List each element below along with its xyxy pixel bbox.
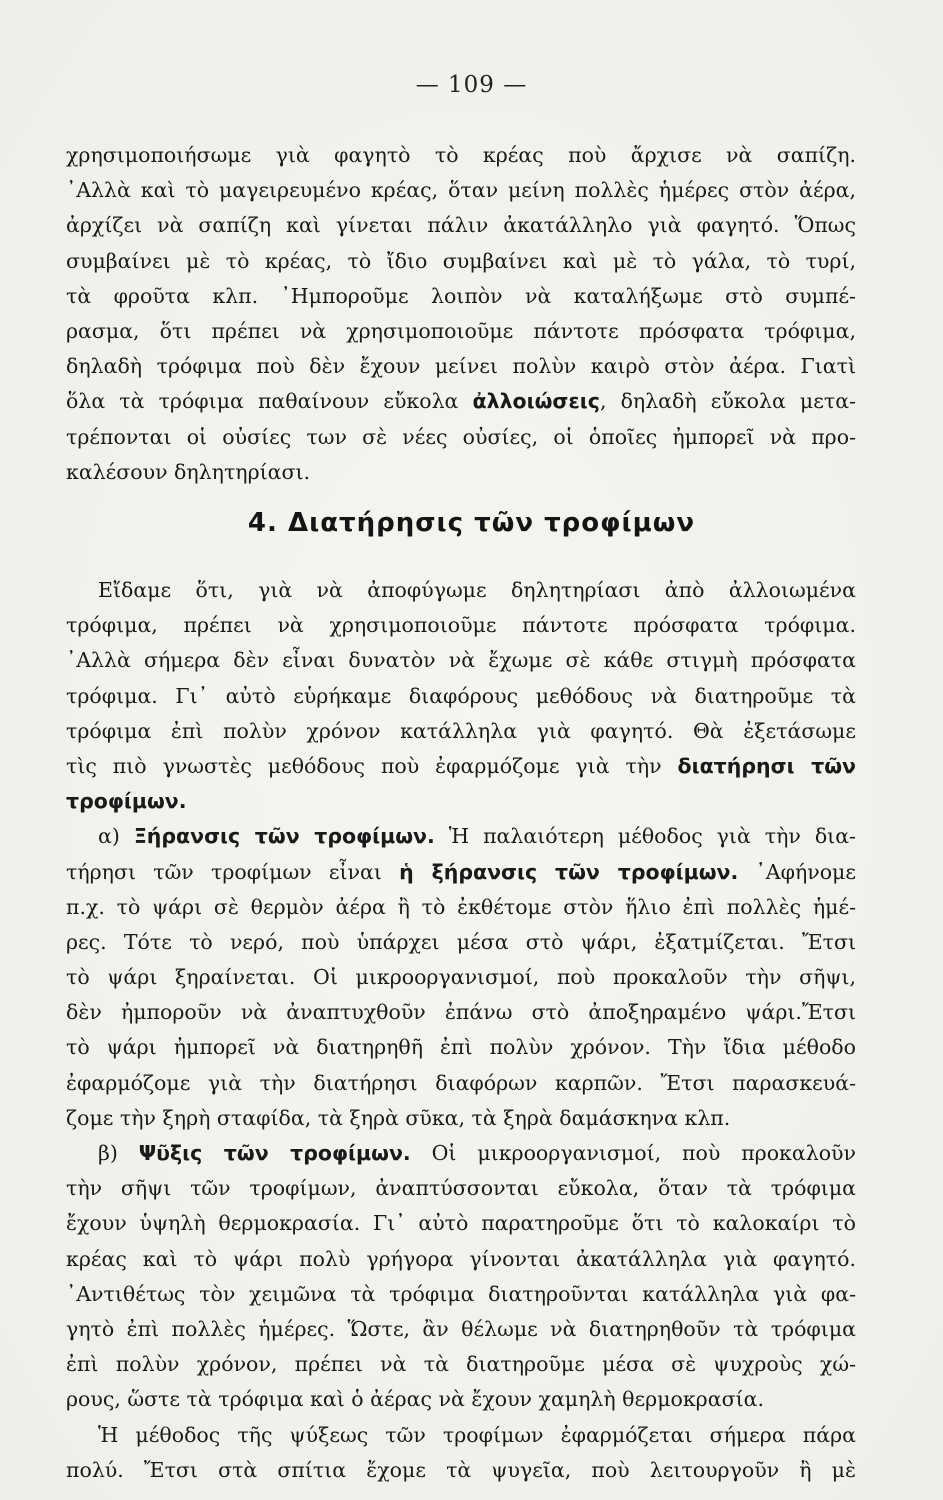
list-label: α) xyxy=(98,824,120,849)
text-line: καλέσουν δηλητηρίασι. xyxy=(66,459,311,484)
text-line: ρασμα, ὅτι πρέπει νὰ χρησιμοποιοῦμε πάντοτε πρόσφατα τρόφιμα, xyxy=(66,318,856,343)
text-line: ἐφαρμόζομε γιὰ τὴν διατήρησι διαφόρων καρπῶν. Ἔτσι παρασκευά- xyxy=(66,1070,856,1095)
text-line: ἀρχίζει νὰ σαπίζη καὶ γίνεται πάλιν ἀκατάλληλο γιὰ φαγητό. Ὅπως xyxy=(66,213,856,238)
text-line: τὴν σῆψι τῶν τροφίμων, ἀναπτύσσονται εὔκολα, ὅταν τὰ τρόφιμα xyxy=(66,1176,856,1201)
text-line: πολύ. Ἔτσι στὰ σπίτια ἔχομε τὰ ψυγεῖα, ποὺ λειτουργοῦν ἢ μὲ xyxy=(66,1457,856,1482)
text-line: ρους, ὥστε τὰ τρόφιμα καὶ ὁ ἀέρας νὰ ἔχουν χαμηλὴ θερμοκρασία. xyxy=(66,1387,764,1412)
bold-term: τροφίμων. xyxy=(66,789,187,814)
text-line: ᾿Αλλὰ σήμερα δὲν εἶναι δυνατὸν νὰ ἔχωμε σὲ κάθε στιγμὴ πρόσφατα xyxy=(66,648,856,673)
text-line: τρόφιμα. Γι᾿ αὐτὸ εὑρήκαμε διαφόρους μεθόδους νὰ διατηροῦμε τὰ xyxy=(66,683,856,708)
subsection-title-drying: Ξήρανσις τῶν τροφίμων. xyxy=(133,824,435,849)
text-line xyxy=(66,855,856,890)
text-segment: Ἡ παλαιότερη μέθοδος γιὰ τὴν δια- xyxy=(448,824,856,849)
text-segment: τὶς πιὸ γνωστὲς μεθόδους ποὺ ἐφαρμόζομε γιὰ τὴν xyxy=(66,753,662,778)
text-line: ἔχουν ὑψηλὴ θερμοκρασία. Γι᾿ αὐτὸ παρατηροῦμε ὅτι τὸ καλοκαίρι τὸ xyxy=(66,1211,856,1236)
text-line: ᾿Αλλὰ καὶ τὸ μαγειρευμένο κρέας, ὅταν μείνη πολλὲς ἡμέρες στὸν ἀέρα, xyxy=(66,178,856,203)
text-line: ρες. Τότε τὸ νερό, ποὺ ὑπάρχει μέσα στὸ ψάρι, ἐξατμίζεται. Ἔτσι xyxy=(66,929,856,954)
text-line: χρησιμοποιήσωμε γιὰ φαγητὸ τὸ κρέας ποὺ ἄρχισε νὰ σαπίζη. xyxy=(66,143,856,167)
page-number: — 109 — xyxy=(415,72,528,98)
paragraph-preservation xyxy=(66,573,856,1488)
bold-term: διατήρησι τῶν xyxy=(677,753,856,778)
text-line: τρόφιμα ἐπὶ πολὺν χρόνον κατάλληλα γιὰ φαγητό. Θὰ ἐξετάσωμε xyxy=(66,718,856,743)
text-line: τὸ ψάρι ξηραίνεται. Οἱ μικροοργανισμοί, ποὺ προκαλοῦν τὴν σῆψι, xyxy=(66,965,856,990)
text-line: δὲν ἠμποροῦν νὰ ἀναπτυχθοῦν ἐπάνω στὸ ἀποξηραμένο ψάρι.Ἔτσι xyxy=(66,1000,856,1025)
section-heading: 4. Διατήρησις τῶν τροφίμων xyxy=(247,508,696,538)
text-line: π.χ. τὸ ψάρι σὲ θερμὸν ἀέρα ἢ τὸ ἐκθέτομε στὸν ἥλιο ἐπὶ πολλὲς ἡμέ- xyxy=(66,894,856,919)
text-line: τρόφιμα, πρέπει νὰ χρησιμοποιοῦμε πάντοτε πρόσφατα τρόφιμα. xyxy=(66,613,856,638)
text-line: τὰ φροῦτα κλπ. ᾿Ημποροῦμε λοιπὸν νὰ καταλήξωμε στὸ συμπέ- xyxy=(66,283,856,308)
text-line xyxy=(66,1136,856,1171)
text-segment: ᾿Αφήνομε xyxy=(755,859,856,884)
list-label: β) xyxy=(98,1141,118,1165)
text-segment: , δηλαδὴ εὔκολα μετα- xyxy=(599,389,856,414)
text-line: τὸ ψάρι ἠμπορεῖ νὰ διατηρηθῆ ἐπὶ πολὺν χρόνον. Τὴν ἴδια μέθοδο xyxy=(66,1035,856,1060)
text-line: συμβαίνει μὲ τὸ κρέας, τὸ ἴδιο συμβαίνει καὶ μὲ τὸ γάλα, τὸ τυρί, xyxy=(66,248,856,273)
text-line: γητὸ ἐπὶ πολλὲς ἡμέρες. Ὥστε, ἂν θέλωμε νὰ διατηρηθοῦν τὰ τρόφιμα xyxy=(66,1316,856,1341)
subsection-title-cooling: Ψῦξις τῶν τροφίμων. xyxy=(138,1141,411,1165)
text-segment: Οἱ μικροοργανισμοί, ποὺ προκαλοῦν xyxy=(431,1141,856,1165)
text-line: Εἴδαμε ὅτι, γιὰ νὰ ἀποφύγωμε δηλητηρίασι ἀπὸ ἀλλοιωμένα xyxy=(98,578,856,602)
text-segment: ὅλα τὰ τρόφιμα παθαίνουν εὔκολα xyxy=(66,389,459,414)
text-line xyxy=(66,749,856,784)
text-line: τρέπονται οἱ οὐσίες των σὲ νέες οὐσίες, οἱ ὁποῖες ἠμπορεῖ νὰ προ- xyxy=(66,424,856,449)
text-line: Ἡ μέθοδος τῆς ψύξεως τῶν τροφίμων ἐφαρμόζεται σήμερα πάρα xyxy=(98,1422,856,1447)
text-line xyxy=(66,784,856,819)
text-line: δηλαδὴ τρόφιμα ποὺ δὲν ἔχουν μείνει πολὺν καιρὸ στὸν ἀέρα. Γιατὶ xyxy=(66,354,856,379)
text-line: ἐπὶ πολὺν χρόνον, πρέπει νὰ τὰ διατηροῦμε μέσα σὲ ψυχροὺς χώ- xyxy=(66,1352,856,1377)
bold-term: ἀλλοιώσεις xyxy=(472,389,600,414)
text-line xyxy=(66,819,856,854)
paragraph-spoiled-food xyxy=(66,138,856,490)
bold-term: ἡ ξήρανσις τῶν τροφίμων. xyxy=(399,859,739,884)
text-line: ᾿Αντιθέτως τὸν χειμῶνα τὰ τρόφιμα διατηροῦνται κατάλληλα γιὰ φα- xyxy=(66,1281,856,1306)
text-segment: τήρησι τῶν τροφίμων εἶναι xyxy=(66,859,382,884)
text-line xyxy=(66,384,856,419)
text-line: ζομε τὴν ξηρὴ σταφίδα, τὰ ξηρὰ σῦκα, τὰ ξηρὰ δαμάσκηνα κλπ. xyxy=(66,1105,731,1130)
text-line: κρέας καὶ τὸ ψάρι πολὺ γρήγορα γίνονται ἀκατάλληλα γιὰ φαγητό. xyxy=(66,1246,856,1271)
